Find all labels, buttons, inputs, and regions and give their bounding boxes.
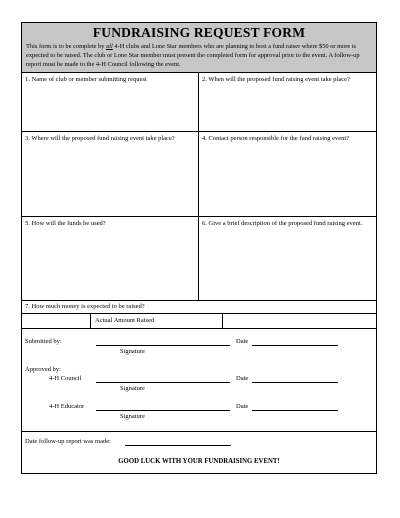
educator-date-line[interactable] xyxy=(252,410,338,411)
question-7-row[interactable] xyxy=(21,301,377,314)
submitted-by-label: Submitted by: xyxy=(25,338,62,345)
submitted-by-signature-line[interactable] xyxy=(96,345,230,346)
question-4-cell[interactable] xyxy=(202,135,372,213)
followup-date-line[interactable] xyxy=(125,445,231,446)
grid-divider-row2 xyxy=(22,216,376,217)
educator-signature-caption: Signature xyxy=(120,413,145,420)
question-5-cell[interactable] xyxy=(25,220,195,298)
council-date-line[interactable] xyxy=(252,382,338,383)
question-3-label: 3. Where will the proposed fund raising event take place? xyxy=(25,135,175,142)
council-signature-line[interactable] xyxy=(96,382,230,383)
submitted-by-signature-caption: Signature xyxy=(120,348,145,355)
followup-date-label: Date follow-up report was made: xyxy=(25,438,111,445)
question-7-label: 7. How much money is expected to be raised? xyxy=(25,303,145,310)
form-footer xyxy=(21,432,377,474)
question-4-label: 4. Contact person responsible for the fund raising event? xyxy=(202,135,350,142)
intro-text-1: This form is to be complete by xyxy=(26,43,107,50)
question-3-cell[interactable] xyxy=(25,135,195,213)
grid-divider-row1 xyxy=(22,131,376,132)
grid-divider-vertical xyxy=(198,73,199,300)
educator-date-label: Date xyxy=(236,403,249,410)
council-signature-caption: Signature xyxy=(120,385,145,392)
question-2-label: 2. When will the proposed fund raising event take place? xyxy=(202,76,350,83)
question-2-cell[interactable] xyxy=(202,76,372,128)
form-header xyxy=(21,22,377,73)
question-6-label: 6. Give a brief description of the proposed fund raising event. xyxy=(202,220,363,227)
question-1-cell[interactable] xyxy=(25,76,195,128)
educator-signature-line[interactable] xyxy=(96,410,230,411)
form-intro xyxy=(26,42,372,69)
question-6-cell[interactable] xyxy=(202,220,372,298)
signature-section xyxy=(21,329,377,432)
question-grid xyxy=(21,73,377,301)
educator-label: 4-H Educator xyxy=(49,403,85,410)
actual-amount-divider-right xyxy=(222,314,223,328)
intro-text-2: 4-H clubs and Lone Star members who are planning to host a fund raiser where $50 or more is expected to be raised. The club or Lone Star member must present the completed form for approval prior to the event. A follow-up report must be made to the 4-H Council following the event. xyxy=(26,43,360,68)
council-label: 4-H Council xyxy=(49,375,82,382)
council-date-label: Date xyxy=(236,375,249,382)
good-luck-message: GOOD LUCK WITH YOUR FUNDRAISING EVENT! xyxy=(118,458,280,465)
intro-emphasis: all xyxy=(106,43,113,50)
approved-by-label: Approved by: xyxy=(25,366,61,373)
form-title: FUNDRAISING REQUEST FORM xyxy=(92,25,306,40)
actual-amount-divider-left xyxy=(90,314,91,328)
actual-amount-row xyxy=(21,314,377,329)
question-5-label: 5. How will the funds be used? xyxy=(25,220,106,227)
submitted-by-date-label: Date xyxy=(236,338,249,345)
actual-amount-label: Actual Amount Raised xyxy=(95,317,155,324)
question-1-label: 1. Name of club or member submitting request xyxy=(25,76,147,83)
submitted-by-date-line[interactable] xyxy=(252,345,338,346)
